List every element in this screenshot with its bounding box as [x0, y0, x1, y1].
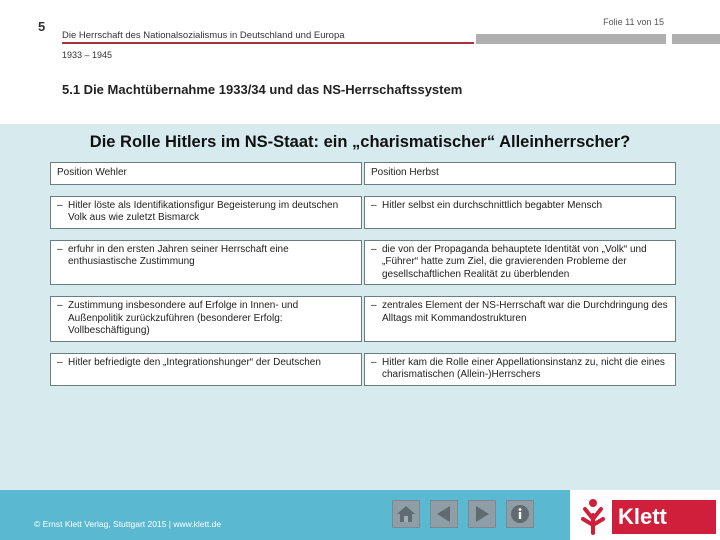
point-text: Hitler löste als Identifikationsfigur Begeisterung im deutschen Volk aus wie zuletzt Bismarck	[68, 199, 339, 223]
info-icon	[509, 503, 531, 525]
herbst-point	[364, 196, 676, 229]
main-panel	[0, 124, 720, 490]
point-text: Zustimmung insbesondere auf Erfolge in Innen- und Außenpolitik zurückzuführen (besonderer Erfolg: Vollbeschäftigung)	[68, 300, 299, 336]
point-text: die von der Propaganda behauptete Identität von „Volk“ und „Führer“ hatte zum Ziel, die gravierenden Probleme der gesellschaftlichen Realität zu überblenden	[382, 243, 647, 280]
dash-bullet: –	[57, 199, 63, 211]
dash-bullet: –	[371, 243, 377, 255]
comparison-table	[50, 162, 676, 397]
previous-button[interactable]	[430, 500, 458, 528]
dash-bullet: –	[57, 356, 63, 368]
column-header-herbst: Position Herbst	[364, 162, 676, 185]
dash-bullet: –	[57, 243, 63, 255]
chapter-title: Die Herrschaft des Nationalsozialismus in Deutschland und Europa	[62, 30, 345, 41]
previous-icon	[433, 503, 455, 525]
header-gray-bar	[476, 34, 720, 44]
table-header-row	[50, 162, 676, 185]
wehler-point	[50, 353, 362, 386]
table-row	[50, 196, 676, 229]
main-heading: Die Rolle Hitlers im NS-Staat: ein „charismatischer“ Alleinherrscher?	[89, 133, 631, 151]
next-button[interactable]	[468, 500, 496, 528]
footer-bar	[0, 490, 720, 540]
klett-logo	[570, 490, 720, 540]
wehler-point	[50, 196, 362, 229]
section-title: 5.1 Die Machtübernahme 1933/34 und das NS-Herrschaftssystem	[62, 82, 463, 97]
herbst-point	[364, 296, 676, 342]
klett-logo-text: Klett	[612, 500, 716, 534]
table-row	[50, 296, 676, 342]
header-bar	[62, 26, 474, 44]
point-text: Hitler selbst ein durchschnittlich begabter Mensch	[382, 199, 603, 211]
wehler-point	[50, 296, 362, 342]
point-text: erfuhr in den ersten Jahren seiner Herrschaft eine enthusiastische Zustimmung	[68, 243, 289, 267]
table-row	[50, 240, 676, 286]
dash-bullet: –	[57, 300, 63, 311]
years-subtitle: 1933 – 1945	[62, 50, 113, 60]
table-row	[50, 353, 676, 386]
dash-bullet: –	[371, 199, 377, 211]
copyright-text: © Ernst Klett Verlag, Stuttgart 2015 | www.klett.de	[34, 519, 222, 529]
chapter-number: 5	[38, 19, 46, 34]
herbst-point	[364, 353, 676, 386]
point-text: zentrales Element der NS-Herrschaft war die Durchdringung des Alltags mit Kommandostrukturen	[382, 300, 668, 324]
dash-bullet: –	[371, 300, 377, 311]
info-button[interactable]	[506, 500, 534, 528]
next-icon	[471, 503, 493, 525]
column-header-wehler: Position Wehler	[50, 162, 362, 185]
dash-bullet: –	[371, 356, 377, 368]
home-button[interactable]	[392, 500, 420, 528]
header-gray-accent	[666, 34, 672, 44]
point-text: Hitler befriedigte den „Integrationshunger“ der Deutschen	[68, 356, 321, 368]
herbst-point	[364, 240, 676, 286]
slide-counter: Folie 11 von 15	[603, 17, 664, 27]
home-icon	[395, 503, 417, 525]
wehler-point	[50, 240, 362, 286]
point-text: Hitler kam die Rolle einer Appellationsinstanz zu, nicht die eines charismatischen (Allein-)Herrschers	[382, 356, 665, 380]
klett-leaf-icon	[576, 495, 610, 535]
